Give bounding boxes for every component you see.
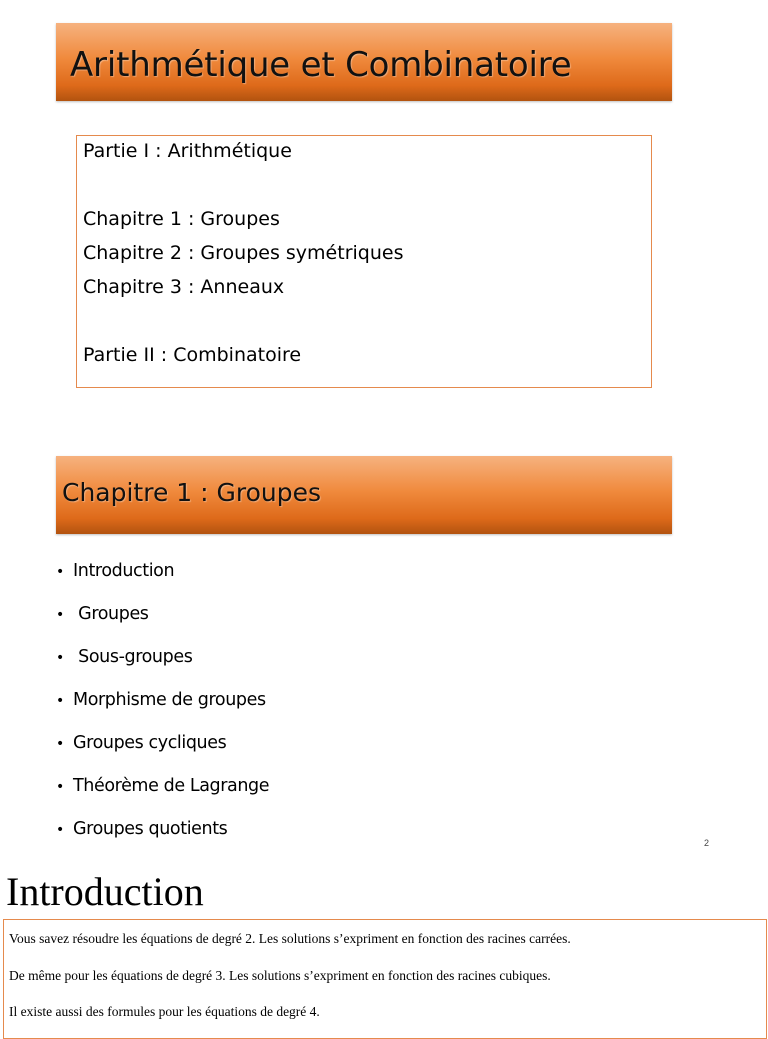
intro-paragraph-3: Il existe aussi des formules pour les équations de degré 4. xyxy=(9,1004,320,1019)
bullet-icon: • xyxy=(56,736,64,752)
intro-paragraph-1: Vous savez résoudre les équations de degré 2. Les solutions s’expriment en fonction des racines carrées. xyxy=(9,931,571,946)
list-item xyxy=(56,815,227,843)
outline-part-2: Partie II : Combinatoire xyxy=(83,344,302,366)
outline-part-1: Partie I : Arithmétique xyxy=(83,140,292,162)
course-outline-box xyxy=(76,135,652,388)
outline-chapter-2: Chapitre 2 : Groupes symétriques xyxy=(83,242,404,264)
topic-label: Groupes xyxy=(73,604,149,624)
document-title: Arithmétique et Combinatoire xyxy=(70,45,572,85)
list-item xyxy=(56,686,266,714)
list-item xyxy=(56,729,226,757)
bullet-icon: • xyxy=(56,650,64,666)
topic-label: Introduction xyxy=(73,561,175,581)
bullet-icon: • xyxy=(56,607,64,623)
bullet-icon: • xyxy=(56,693,64,709)
topic-label: Morphisme de groupes xyxy=(73,690,266,710)
topic-label: Groupes quotients xyxy=(73,819,228,839)
list-item xyxy=(56,643,192,671)
list-item xyxy=(56,600,149,628)
page-number: 2 xyxy=(704,838,710,848)
intro-paragraph-2: De même pour les équations de degré 3. Les solutions s’expriment en fonction des racines cubiques. xyxy=(9,968,551,983)
topic-label: Sous-groupes xyxy=(73,647,193,667)
bullet-icon: • xyxy=(56,564,64,580)
outline-chapter-1: Chapitre 1 : Groupes xyxy=(83,208,280,230)
topic-label: Groupes cycliques xyxy=(73,733,227,753)
topic-label: Théorème de Lagrange xyxy=(73,776,270,796)
bullet-icon: • xyxy=(56,822,64,838)
title-banner xyxy=(56,23,672,101)
list-item xyxy=(56,772,269,800)
list-item xyxy=(56,557,174,585)
outline-chapter-3: Chapitre 3 : Anneaux xyxy=(83,276,285,298)
chapter-title: Chapitre 1 : Groupes xyxy=(62,478,322,507)
introduction-text-box xyxy=(3,919,767,1039)
introduction-heading: Introduction xyxy=(6,869,204,914)
bullet-icon: • xyxy=(56,779,64,795)
chapter-banner xyxy=(56,456,672,534)
